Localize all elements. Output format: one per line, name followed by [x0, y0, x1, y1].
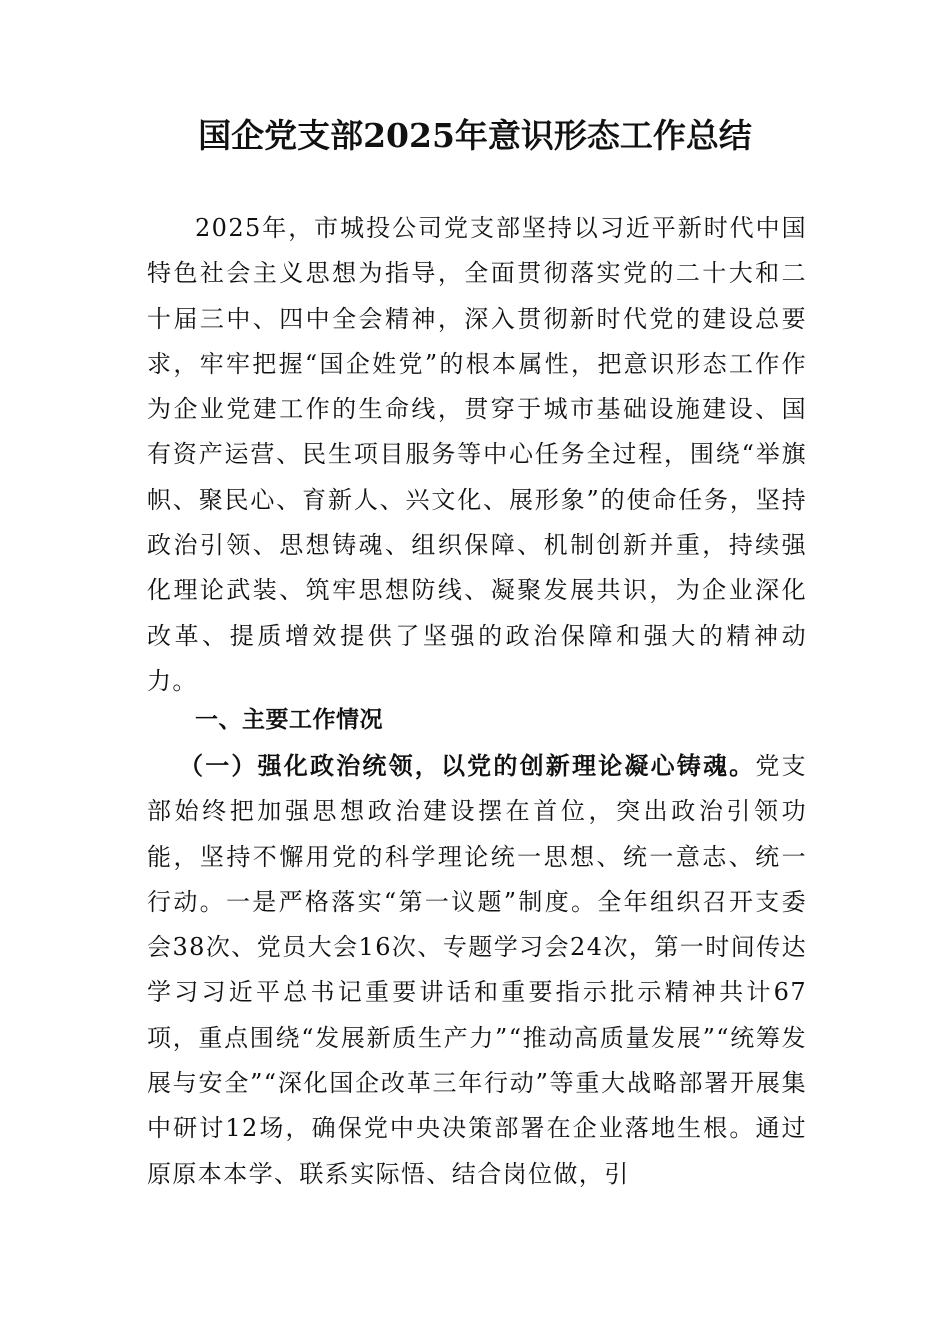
section-heading-main-work: 一、主要工作情况 [195, 707, 383, 733]
subsection-heading: （一）强化政治统领，以党的创新理论凝心铸魂。 [179, 751, 756, 780]
document-title: 国企党支部2025年意识形态工作总结 [198, 116, 752, 155]
section-paragraph-political-leadership [147, 743, 807, 1197]
subsection-body-text: 党支部始终把加强思想政治建设摆在首位，突出政治引领功能，坚持不懈用党的科学理论统一思想、统一意志、统一行动。一是严格落实“第一议题”制度。全年组织召开支委会38次、党员大会16次、专题学习会24次，第一时间传达学习习近平总书记重要讲话和重要指示批示精神共计67项，重点围绕“发展新质生产力”“推动高质量发展”“统筹发展与安全”“深化国企改革三年行动”等重大战略部署开展集中研讨12场，确保党中央决策部署在企业落地生根。通过原原本本学、联系实际悟、结合岗位做，引 [147, 752, 807, 1188]
intro-paragraph: 2025年，市城投公司党支部坚持以习近平新时代中国特色社会主义思想为指导，全面贯彻落实党的二十大和二十届三中、四中全会精神，深入贯彻新时代党的建设总要求，牢牢把握“国企姓党”的根本属性，把意识形态工作作为企业党建工作的生命线，贯穿于城市基础设施建设、国有资产运营、民生项目服务等中心任务全过程，围绕“举旗帜、聚民心、育新人、兴文化、展形象”的使命任务，坚持政治引领、思想铸魂、组织保障、机制创新并重，持续强化理论武装、筑牢思想防线、凝聚发展共识，为企业深化改革、提质增效提供了坚强的政治保障和强大的精神动力。 [147, 214, 807, 695]
